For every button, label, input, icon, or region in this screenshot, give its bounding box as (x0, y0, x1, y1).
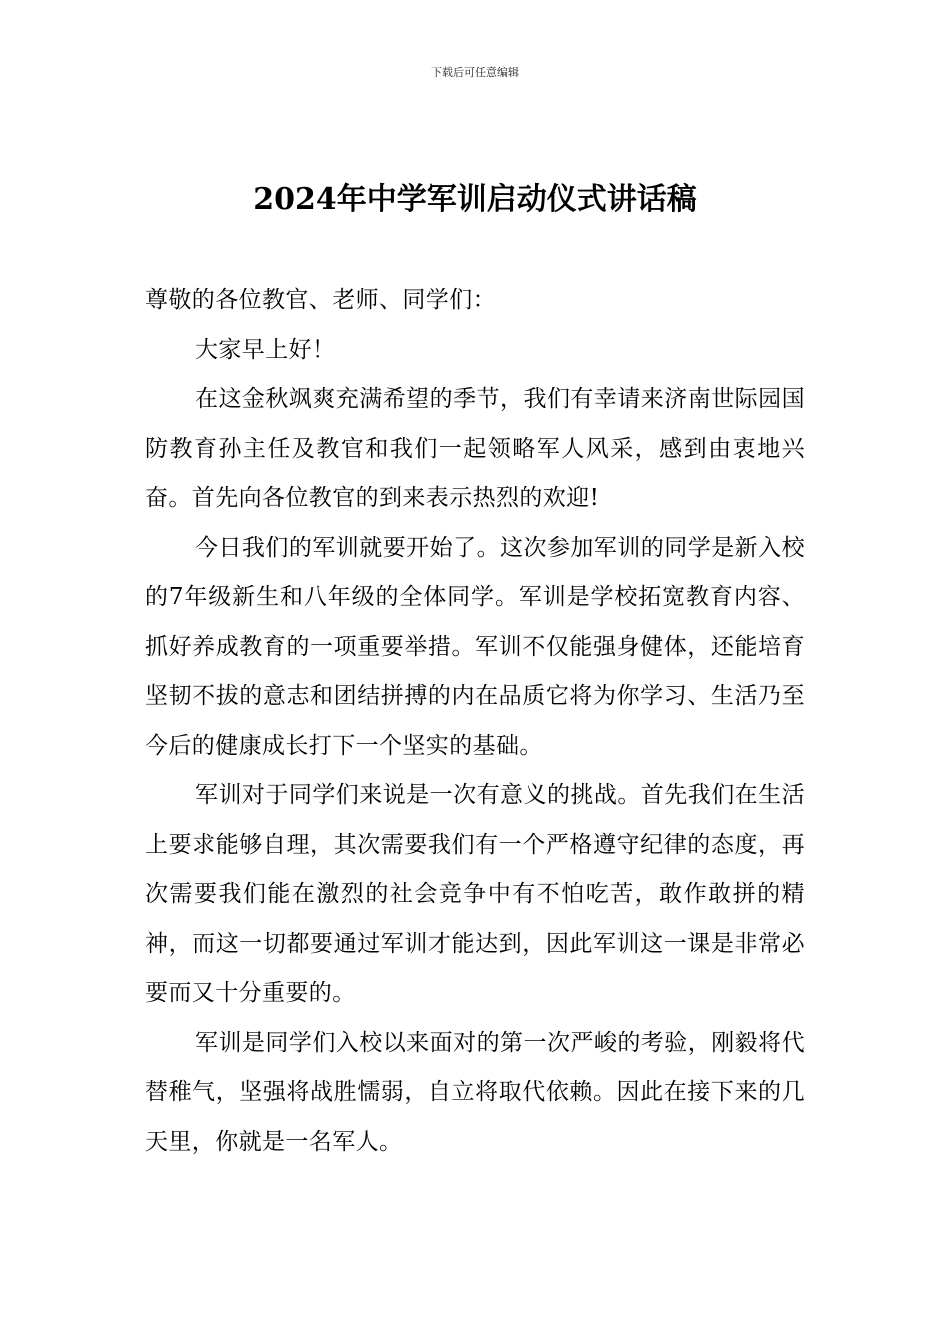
header-note: 下载后可任意编辑 (431, 66, 519, 79)
paragraph-challenge: 军训对于同学们来说是一次有意义的挑战。首先我们在生活上要求能够自理，其次需要我们有一个严格遵守纪律的态度，再次需要我们能在激烈的社会竞争中有不怕吃苦，敢作敢拼的精神，而这一切都要通过军训才能达到，因此军训这一课是非常必要而又十分重要的。 (145, 782, 805, 1006)
paragraph-welcome: 在这金秋飒爽充满希望的季节，我们有幸请来济南世际园国防教育孙主任及教官和我们一起领略军人风采，感到由衷地兴奋。首先向各位教官的到来表示热烈的欢迎! (145, 386, 805, 511)
paragraph-training-start: 今日我们的军训就要开始了。这次参加军训的同学是新入校的7年级新生和八年级的全体同学。军训是学校拓宽教育内容、抓好养成教育的一项重要举措。军训不仅能强身健体，还能培育坚韧不拔的意志和团结拼搏的内在品质它将为你学习、生活乃至今后的健康成长打下一个坚实的基础。 (145, 534, 805, 759)
paragraph-test: 军训是同学们入校以来面对的第一次严峻的考验，刚毅将代替稚气，坚强将战胜懦弱，自立将取代依赖。因此在接下来的几天里，你就是一名军人。 (145, 1029, 805, 1155)
salutation: 尊敬的各位教官、老师、同学们： (145, 287, 496, 313)
document-body (145, 276, 805, 1167)
paragraph-greeting: 大家早上好！ (195, 336, 336, 363)
document-title: 2024年中学军训启动仪式讲话稿 (253, 182, 697, 217)
